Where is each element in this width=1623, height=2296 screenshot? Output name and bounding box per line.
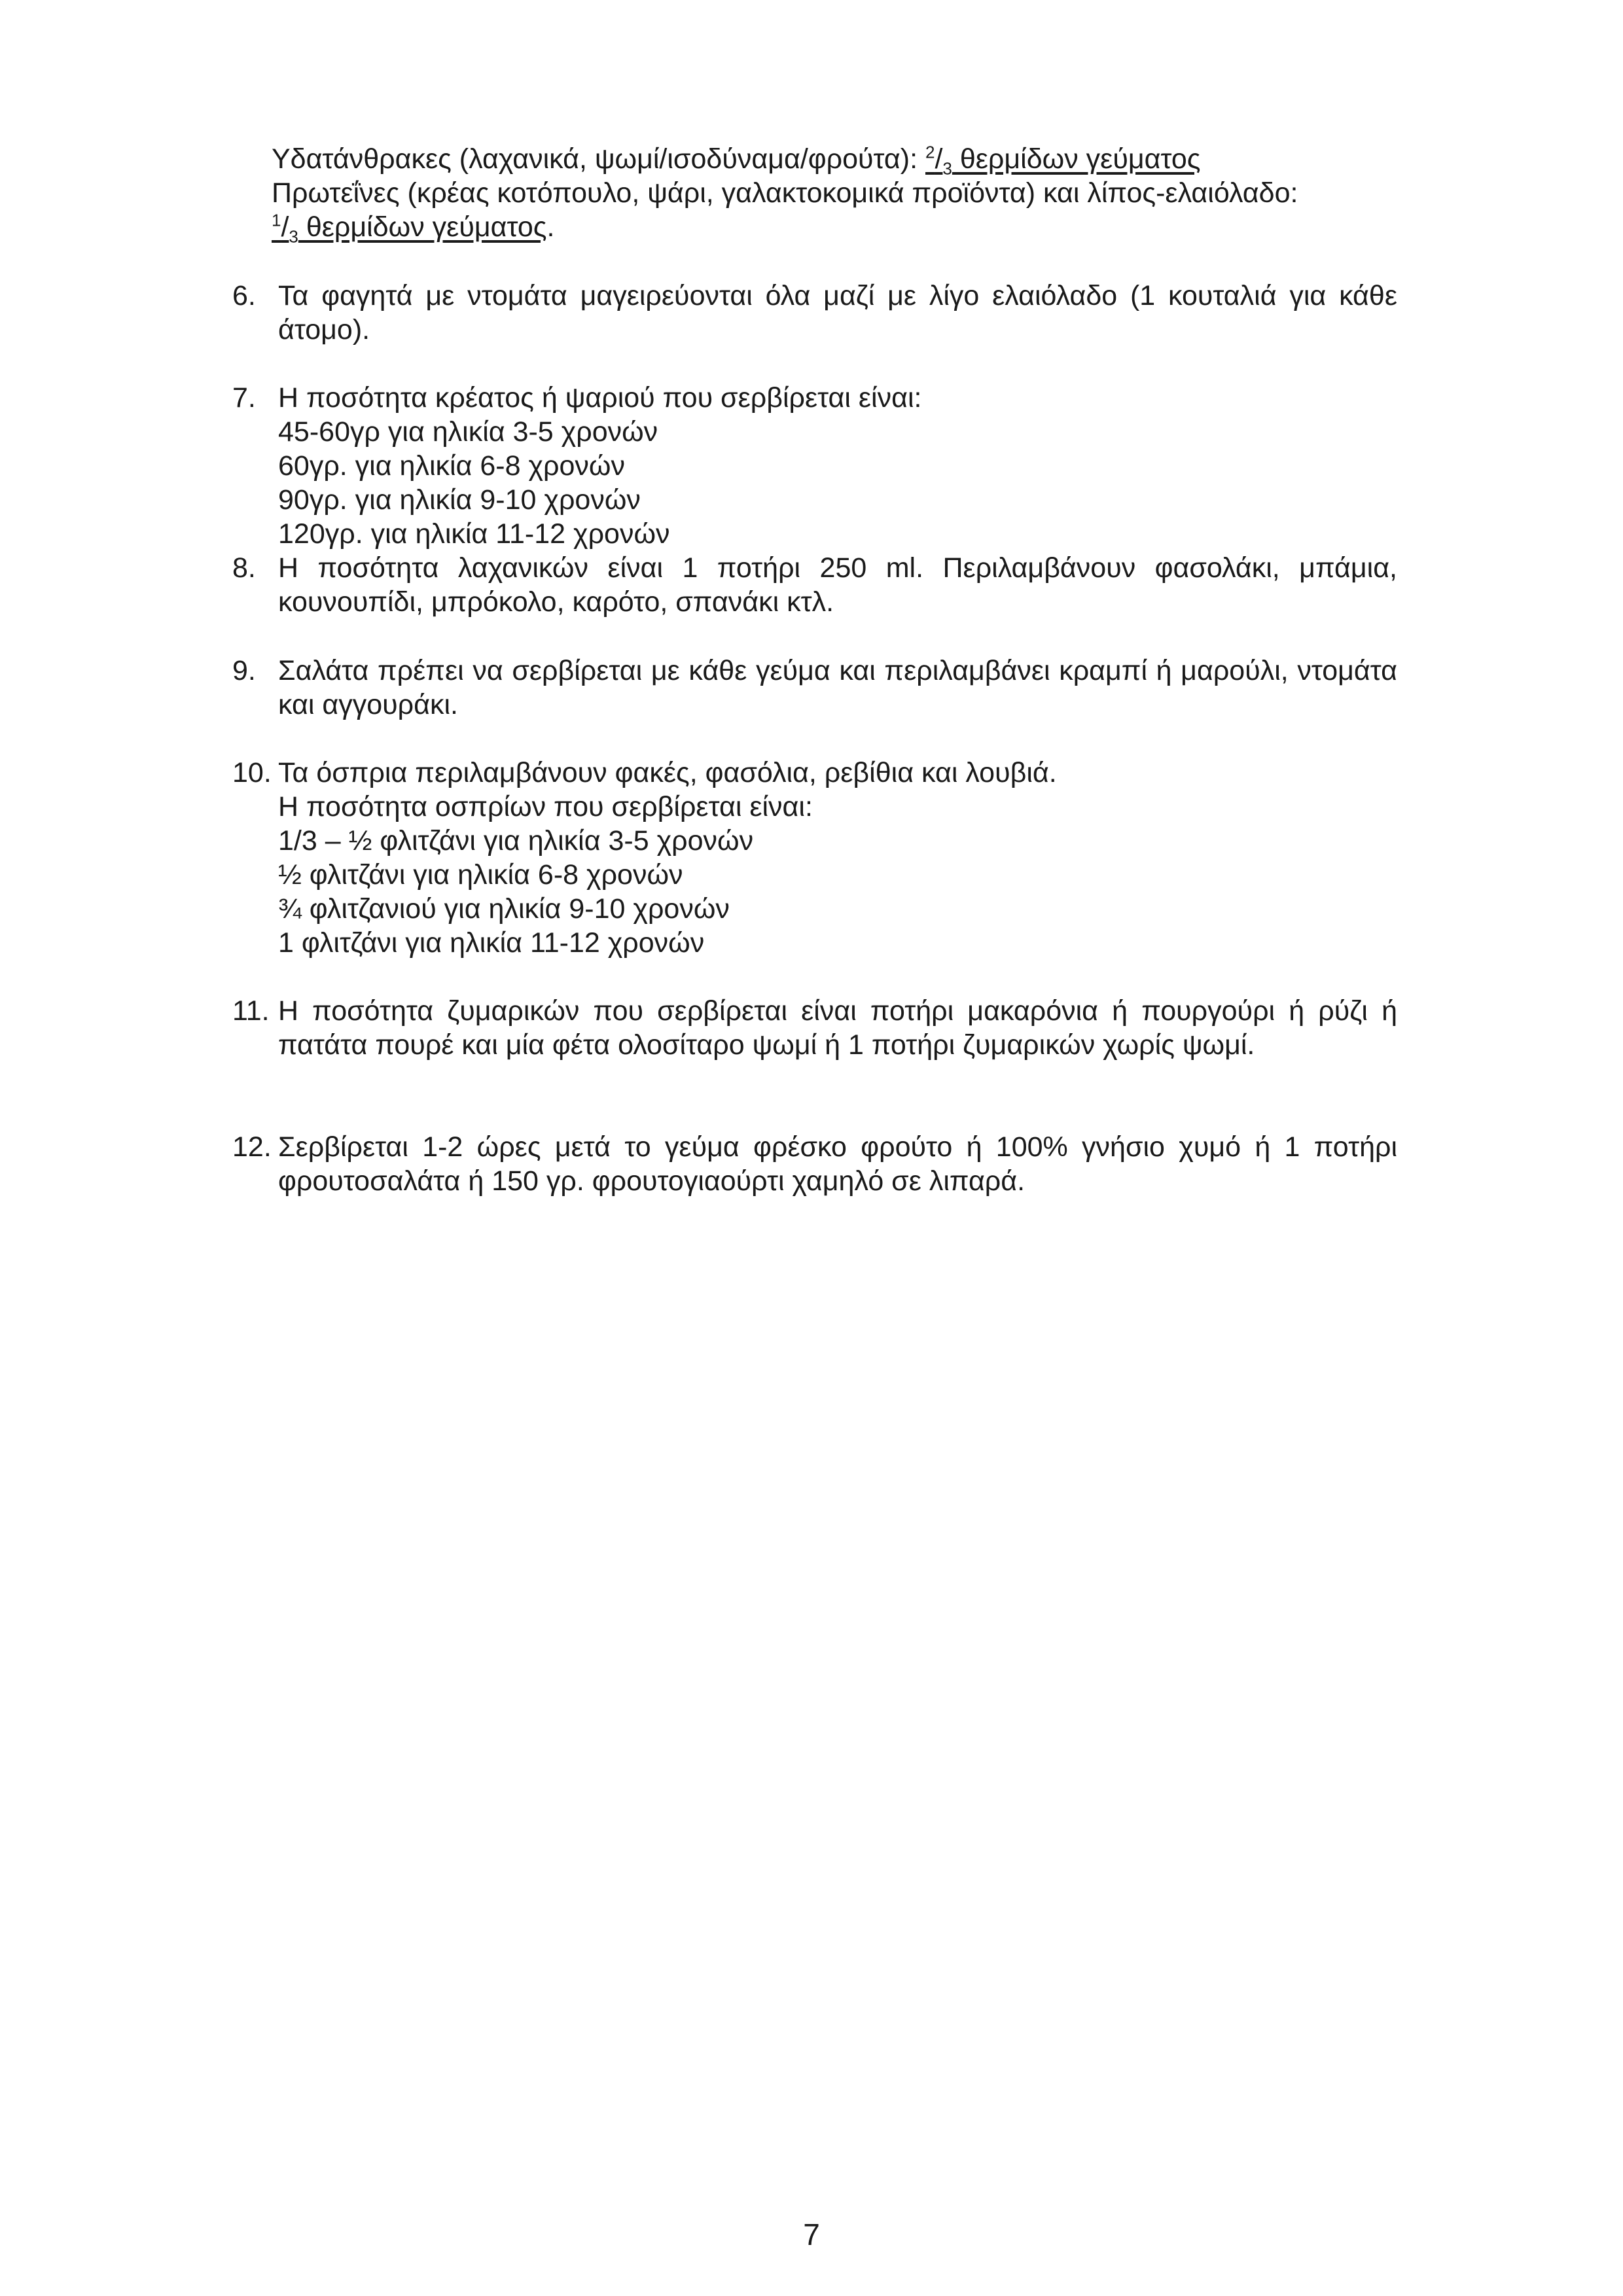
list-item: [278, 756, 1397, 960]
item-number: 9.: [232, 655, 256, 686]
list-item: Η ποσότητα ζυμαρικών που σερβίρεται είναι ποτήρι μακαρόνια ή πουργούρι ή ρύζι ή πατάτα πουρέ και μία φέτα ολοσίταρο ψωμί ή 1 ποτήρι ζυμαρικών χωρίς ψωμί.: [278, 995, 1397, 1061]
carbs-fraction: $^2/_3$ θερμίδων γεύματος: [925, 142, 1201, 179]
list-item: Τα φαγητά με ντομάτα μαγειρεύονται όλα μαζί με λίγο ελαιόλαδο (1 κουταλιά για κάθε άτομο).: [278, 280, 1397, 345]
list-item-line: Η ποσότητα οσπρίων που σερβίρεται είναι:: [278, 791, 813, 822]
carbs-line: [272, 142, 1298, 179]
protein-tail: θερμίδων γεύματος: [298, 211, 547, 243]
carbs-tail: θερμίδων γεύματος: [952, 143, 1201, 175]
list-item-line: 90γρ. για ηλικία 9-10 χρονών: [278, 484, 641, 516]
list-item-line: 1/3 – ½ φλιτζάνι για ηλικία 3-5 χρονών: [278, 825, 754, 857]
list-item: Σερβίρεται 1-2 ώρες μετά το γεύμα φρέσκο φρούτο ή 100% γνήσιο χυμό ή 1 ποτήρι φρουτοσαλάτα ή 150 γρ. φρουτογιαούρτι χαμηλό σε λιπαρά.: [278, 1131, 1397, 1197]
item-number: 7.: [232, 382, 256, 414]
item-number: 6.: [232, 280, 256, 311]
list-item: Σαλάτα πρέπει να σερβίρεται με κάθε γεύμα και περιλαμβάνει κραμπί ή μαρούλι, ντομάτα και αγγουράκι.: [278, 655, 1397, 720]
list-item: Η ποσότητα λαχανικών είναι 1 ποτήρι 250 ml. Περιλαμβάνουν φασολάκι, μπάμια, κουνουπίδι, μπρόκολο, καρότο, σπανάκι κτλ.: [278, 552, 1397, 618]
carbs-fraction-denominator: 3: [942, 158, 952, 179]
list-item: [278, 381, 1397, 551]
carbs-text: Υδατάνθρακες (λαχανικά, ψωμί/ισοδύναμα/φρούτα):: [272, 143, 925, 175]
list-item-line: Τα όσπρια περιλαμβάνουν φακές, φασόλια, ρεβίθια και λουβιά.: [278, 757, 1057, 788]
protein-fraction-line: [272, 210, 1298, 247]
list-item-line: Η ποσότητα κρέατος ή ψαριού που σερβίρεται είναι:: [278, 382, 922, 414]
protein-line: Πρωτεΐνες (κρέας κοτόπουλο, ψάρι, γαλακτοκομικά προϊόντα) και λίπος-ελαιόλαδο:: [272, 177, 1298, 209]
list-item-line: 45-60γρ για ηλικία 3-5 χρονών: [278, 416, 658, 448]
protein-fraction-denominator: 3: [289, 226, 298, 247]
carbs-fraction-numerator: 2: [925, 142, 935, 162]
item-number: 8.: [232, 552, 256, 584]
item-number: 11.: [232, 995, 270, 1027]
protein-end: .: [546, 211, 555, 243]
item-number: 10.: [232, 757, 272, 788]
list-item-line: 60γρ. για ηλικία 6-8 χρονών: [278, 450, 625, 482]
list-item-line: ½ φλιτζάνι για ηλικία 6-8 χρονών: [278, 859, 683, 891]
list-item-line: ¾ φλιτζανιού για ηλικία 9-10 χρονών: [278, 893, 730, 925]
protein-fraction: $^1/_3$ θερμίδων γεύματος: [272, 210, 547, 247]
intro-block: [272, 142, 1298, 247]
page-number: 7: [803, 2217, 820, 2252]
item-number: 12.: [232, 1131, 272, 1163]
protein-fraction-numerator: 1: [272, 210, 281, 230]
list-item-line: 120γρ. για ηλικία 11-12 χρονών: [278, 518, 670, 550]
list-item-line: 1 φλιτζάνι για ηλικία 11-12 χρονών: [278, 927, 705, 959]
